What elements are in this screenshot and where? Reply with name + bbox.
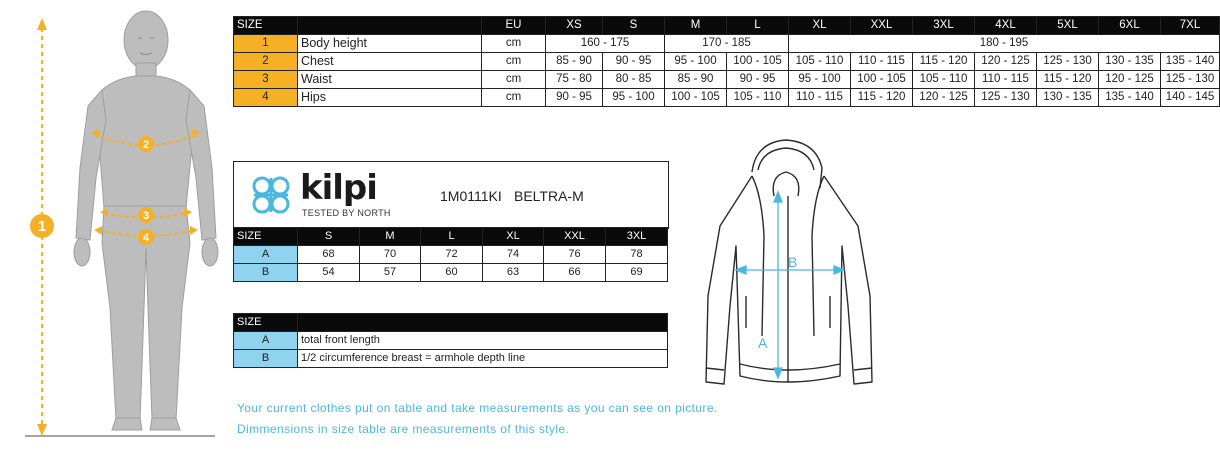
- style-header-cell: XXL: [544, 228, 606, 246]
- style-size-table: [233, 227, 668, 282]
- main-header-cell: 4XL: [975, 17, 1037, 35]
- style-value-cell: 60: [421, 264, 483, 282]
- size-value-cell: 180 - 195: [789, 35, 1220, 53]
- main-table-row: [234, 35, 1220, 53]
- style-value-cell: 70: [360, 246, 421, 264]
- main-table-row: [234, 89, 1220, 107]
- style-value-cell: 66: [544, 264, 606, 282]
- size-value-cell: 120 - 125: [975, 53, 1037, 71]
- main-header-cell: 3XL: [913, 17, 975, 35]
- style-header-cell: SIZE: [234, 228, 298, 246]
- style-value-cell: 72: [421, 246, 483, 264]
- marker-2: [138, 136, 154, 152]
- main-header-cell: 7XL: [1161, 17, 1220, 35]
- jacket-label-a: A: [758, 335, 768, 351]
- main-table-header-row: [234, 17, 1220, 35]
- main-header-cell: L: [727, 17, 789, 35]
- size-value-cell: 120 - 125: [913, 89, 975, 107]
- row-unit: cm: [482, 53, 546, 71]
- size-value-cell: 95 - 100: [789, 71, 851, 89]
- style-value-cell: 69: [606, 264, 668, 282]
- main-header-cell: M: [665, 17, 727, 35]
- legend-row: [234, 350, 668, 368]
- note-line-1: Your current clothes put on table and take measurements as you can see on picture.: [237, 401, 718, 415]
- marker-4: [138, 229, 154, 245]
- size-value-cell: 140 - 145: [1161, 89, 1220, 107]
- size-value-cell: 90 - 95: [546, 89, 603, 107]
- measurement-notes: [237, 398, 937, 440]
- row-number: 3: [234, 71, 298, 89]
- product-name: BELTRA-M: [514, 188, 584, 204]
- size-value-cell: 95 - 100: [665, 53, 727, 71]
- size-value-cell: 75 - 80: [546, 71, 603, 89]
- size-value-cell: 115 - 120: [1037, 71, 1099, 89]
- product-code: 1M0111KI: [440, 188, 502, 204]
- size-value-cell: 90 - 95: [727, 71, 789, 89]
- style-value-cell: 74: [483, 246, 544, 264]
- svg-text:4: 4: [142, 232, 150, 244]
- legend-header-empty: [298, 314, 668, 332]
- style-header-cell: XL: [483, 228, 544, 246]
- size-value-cell: 160 - 175: [546, 35, 665, 53]
- row-number: 4: [234, 89, 298, 107]
- legend-header-row: [234, 314, 668, 332]
- style-value-cell: 78: [606, 246, 668, 264]
- size-value-cell: 170 - 185: [665, 35, 789, 53]
- svg-text:2: 2: [142, 139, 150, 151]
- style-row-label: A: [234, 246, 298, 264]
- main-header-cell: [298, 17, 482, 35]
- style-row-label: B: [234, 264, 298, 282]
- main-header-cell: XS: [546, 17, 603, 35]
- style-value-cell: 57: [360, 264, 421, 282]
- marker-1: [30, 214, 54, 238]
- main-header-cell: 6XL: [1099, 17, 1161, 35]
- legend-label: A: [234, 332, 298, 350]
- style-value-cell: 76: [544, 246, 606, 264]
- size-value-cell: 115 - 120: [851, 89, 913, 107]
- main-header-cell: S: [603, 17, 665, 35]
- brand-box: [233, 161, 669, 229]
- style-table-row: [234, 264, 668, 282]
- size-value-cell: 100 - 105: [665, 89, 727, 107]
- size-value-cell: 135 - 140: [1161, 53, 1220, 71]
- marker-3: [138, 207, 154, 223]
- size-value-cell: 110 - 115: [851, 53, 913, 71]
- size-value-cell: 125 - 130: [1037, 53, 1099, 71]
- main-header-cell: 5XL: [1037, 17, 1099, 35]
- size-value-cell: 95 - 100: [603, 89, 665, 107]
- size-value-cell: 125 - 130: [975, 89, 1037, 107]
- main-table-row: [234, 71, 1220, 89]
- style-value-cell: 63: [483, 264, 544, 282]
- row-number: 2: [234, 53, 298, 71]
- main-header-cell: XXL: [851, 17, 913, 35]
- main-table-row: [234, 53, 1220, 71]
- size-value-cell: 125 - 130: [1161, 71, 1220, 89]
- size-value-cell: 80 - 85: [603, 71, 665, 89]
- size-value-cell: 115 - 120: [913, 53, 975, 71]
- size-value-cell: 85 - 90: [665, 71, 727, 89]
- legend-label: B: [234, 350, 298, 368]
- brand-tagline: TESTED BY NORTH: [302, 208, 391, 218]
- jacket-illustration: [700, 136, 880, 394]
- style-header-cell: 3XL: [606, 228, 668, 246]
- style-table-header-row: [234, 228, 668, 246]
- legend-header-size: SIZE: [234, 314, 298, 332]
- row-unit: cm: [482, 89, 546, 107]
- row-label: Chest: [298, 53, 482, 71]
- main-header-cell: SIZE: [234, 17, 298, 35]
- style-header-cell: M: [360, 228, 421, 246]
- size-value-cell: 105 - 110: [789, 53, 851, 71]
- row-label: Body height: [298, 35, 482, 53]
- legend-text: 1/2 circumference breast = armhole depth line: [298, 350, 668, 368]
- size-value-cell: 85 - 90: [546, 53, 603, 71]
- row-unit: cm: [482, 35, 546, 53]
- size-value-cell: 100 - 105: [727, 53, 789, 71]
- main-header-cell: XL: [789, 17, 851, 35]
- row-unit: cm: [482, 71, 546, 89]
- body-measurement-figure: [20, 8, 230, 443]
- legend-table: [233, 313, 668, 368]
- size-value-cell: 90 - 95: [603, 53, 665, 71]
- legend-row: [234, 332, 668, 350]
- size-value-cell: 110 - 115: [975, 71, 1037, 89]
- kilpi-knot-icon: [248, 172, 294, 218]
- size-value-cell: 130 - 135: [1099, 53, 1161, 71]
- kilpi-logo-text: kilpi: [300, 168, 377, 208]
- row-label: Hips: [298, 89, 482, 107]
- style-value-cell: 68: [298, 246, 360, 264]
- legend-text: total front length: [298, 332, 668, 350]
- size-value-cell: 130 - 135: [1037, 89, 1099, 107]
- main-size-table: [233, 16, 1220, 107]
- style-table-row: [234, 246, 668, 264]
- style-header-cell: L: [421, 228, 483, 246]
- style-value-cell: 54: [298, 264, 360, 282]
- main-header-cell: EU: [482, 17, 546, 35]
- row-label: Waist: [298, 71, 482, 89]
- size-value-cell: 105 - 110: [727, 89, 789, 107]
- size-value-cell: 110 - 115: [789, 89, 851, 107]
- size-value-cell: 135 - 140: [1099, 89, 1161, 107]
- row-number: 1: [234, 35, 298, 53]
- size-value-cell: 100 - 105: [851, 71, 913, 89]
- size-value-cell: 105 - 110: [913, 71, 975, 89]
- size-value-cell: 120 - 125: [1099, 71, 1161, 89]
- svg-text:3: 3: [142, 210, 150, 222]
- jacket-label-b: B: [788, 254, 798, 270]
- style-header-cell: S: [298, 228, 360, 246]
- note-line-2: Dimmensions in size table are measurements of this style.: [237, 422, 570, 436]
- svg-text:1: 1: [37, 218, 47, 235]
